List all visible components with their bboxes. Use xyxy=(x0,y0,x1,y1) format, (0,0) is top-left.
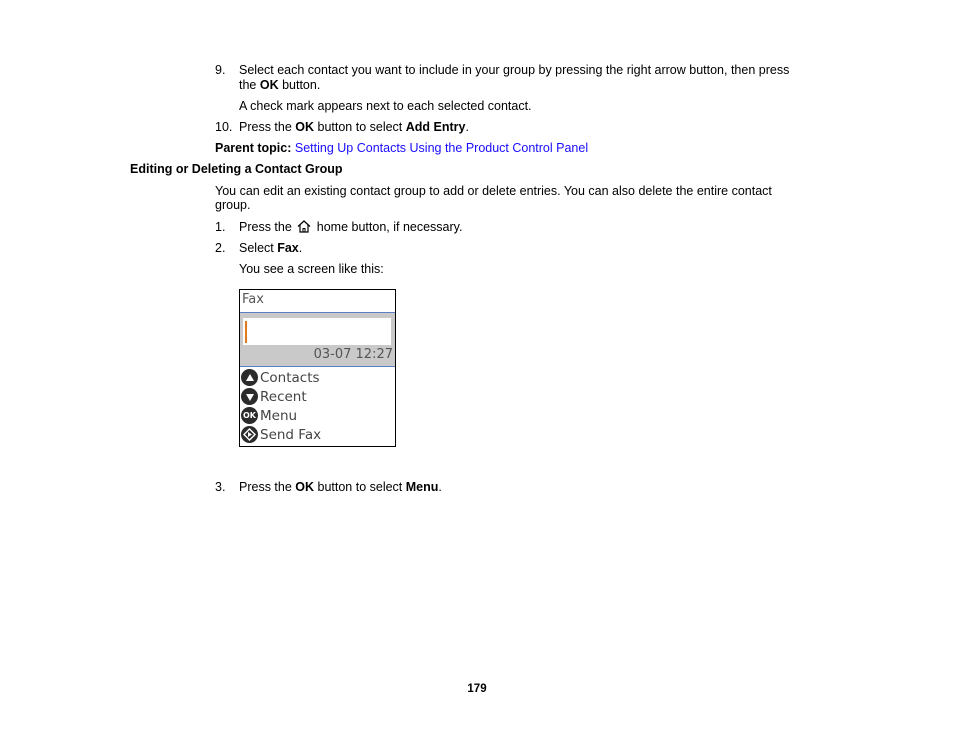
parent-topic: Parent topic: Setting Up Contacts Using the Product Control Panel xyxy=(215,141,589,155)
fax-screen xyxy=(239,289,396,447)
step-number: 9. xyxy=(215,63,226,77)
menu-item-contacts[interactable] xyxy=(241,368,320,387)
step-number: 2. xyxy=(215,241,226,255)
screen-header-band xyxy=(240,312,395,367)
menu-item-label: Contacts xyxy=(260,369,320,386)
menu-item-menu[interactable] xyxy=(241,406,297,425)
intro-text: group. xyxy=(215,198,251,212)
ok-icon: OK xyxy=(241,407,258,424)
menu-item-send-fax[interactable] xyxy=(241,425,321,444)
intro-text: You can edit an existing contact group to add or delete entries. You can also delete the entire contact xyxy=(215,184,772,198)
menu-item-label: Recent xyxy=(260,388,307,405)
menu-item-recent[interactable] xyxy=(241,387,307,406)
step-number: 10. xyxy=(215,120,233,134)
step-note: A check mark appears next to each selected contact. xyxy=(239,99,532,113)
fax-number-input[interactable] xyxy=(243,318,391,345)
step-text: Select each contact you want to include in your group by pressing the right arrow button, then press xyxy=(239,63,790,77)
menu-item-label: Send Fax xyxy=(260,426,322,443)
step-text: Press the OK button to select Menu. xyxy=(239,480,442,494)
step-number: 1. xyxy=(215,220,226,234)
step-text: Press the home button, if necessary. xyxy=(239,220,462,237)
down-arrow-icon xyxy=(241,388,258,405)
home-icon xyxy=(297,220,311,237)
parent-topic-link[interactable]: Setting Up Contacts Using the Product Control Panel xyxy=(294,141,589,155)
step-text: Select Fax. xyxy=(239,241,303,255)
datetime-display: 03-07 12:27 xyxy=(313,347,393,362)
screen-title: Fax xyxy=(242,292,264,307)
up-arrow-icon xyxy=(241,369,258,386)
menu-item-label: Menu xyxy=(260,407,298,424)
start-icon xyxy=(241,426,258,443)
step-note: You see a screen like this: xyxy=(239,262,384,276)
step-text: Press the OK button to select Add Entry. xyxy=(239,120,469,134)
text-cursor xyxy=(245,321,247,343)
page-number: 179 xyxy=(467,683,487,695)
section-heading: Editing or Deleting a Contact Group xyxy=(130,162,343,176)
step-number: 3. xyxy=(215,480,226,494)
step-text: the OK button. xyxy=(239,78,321,92)
